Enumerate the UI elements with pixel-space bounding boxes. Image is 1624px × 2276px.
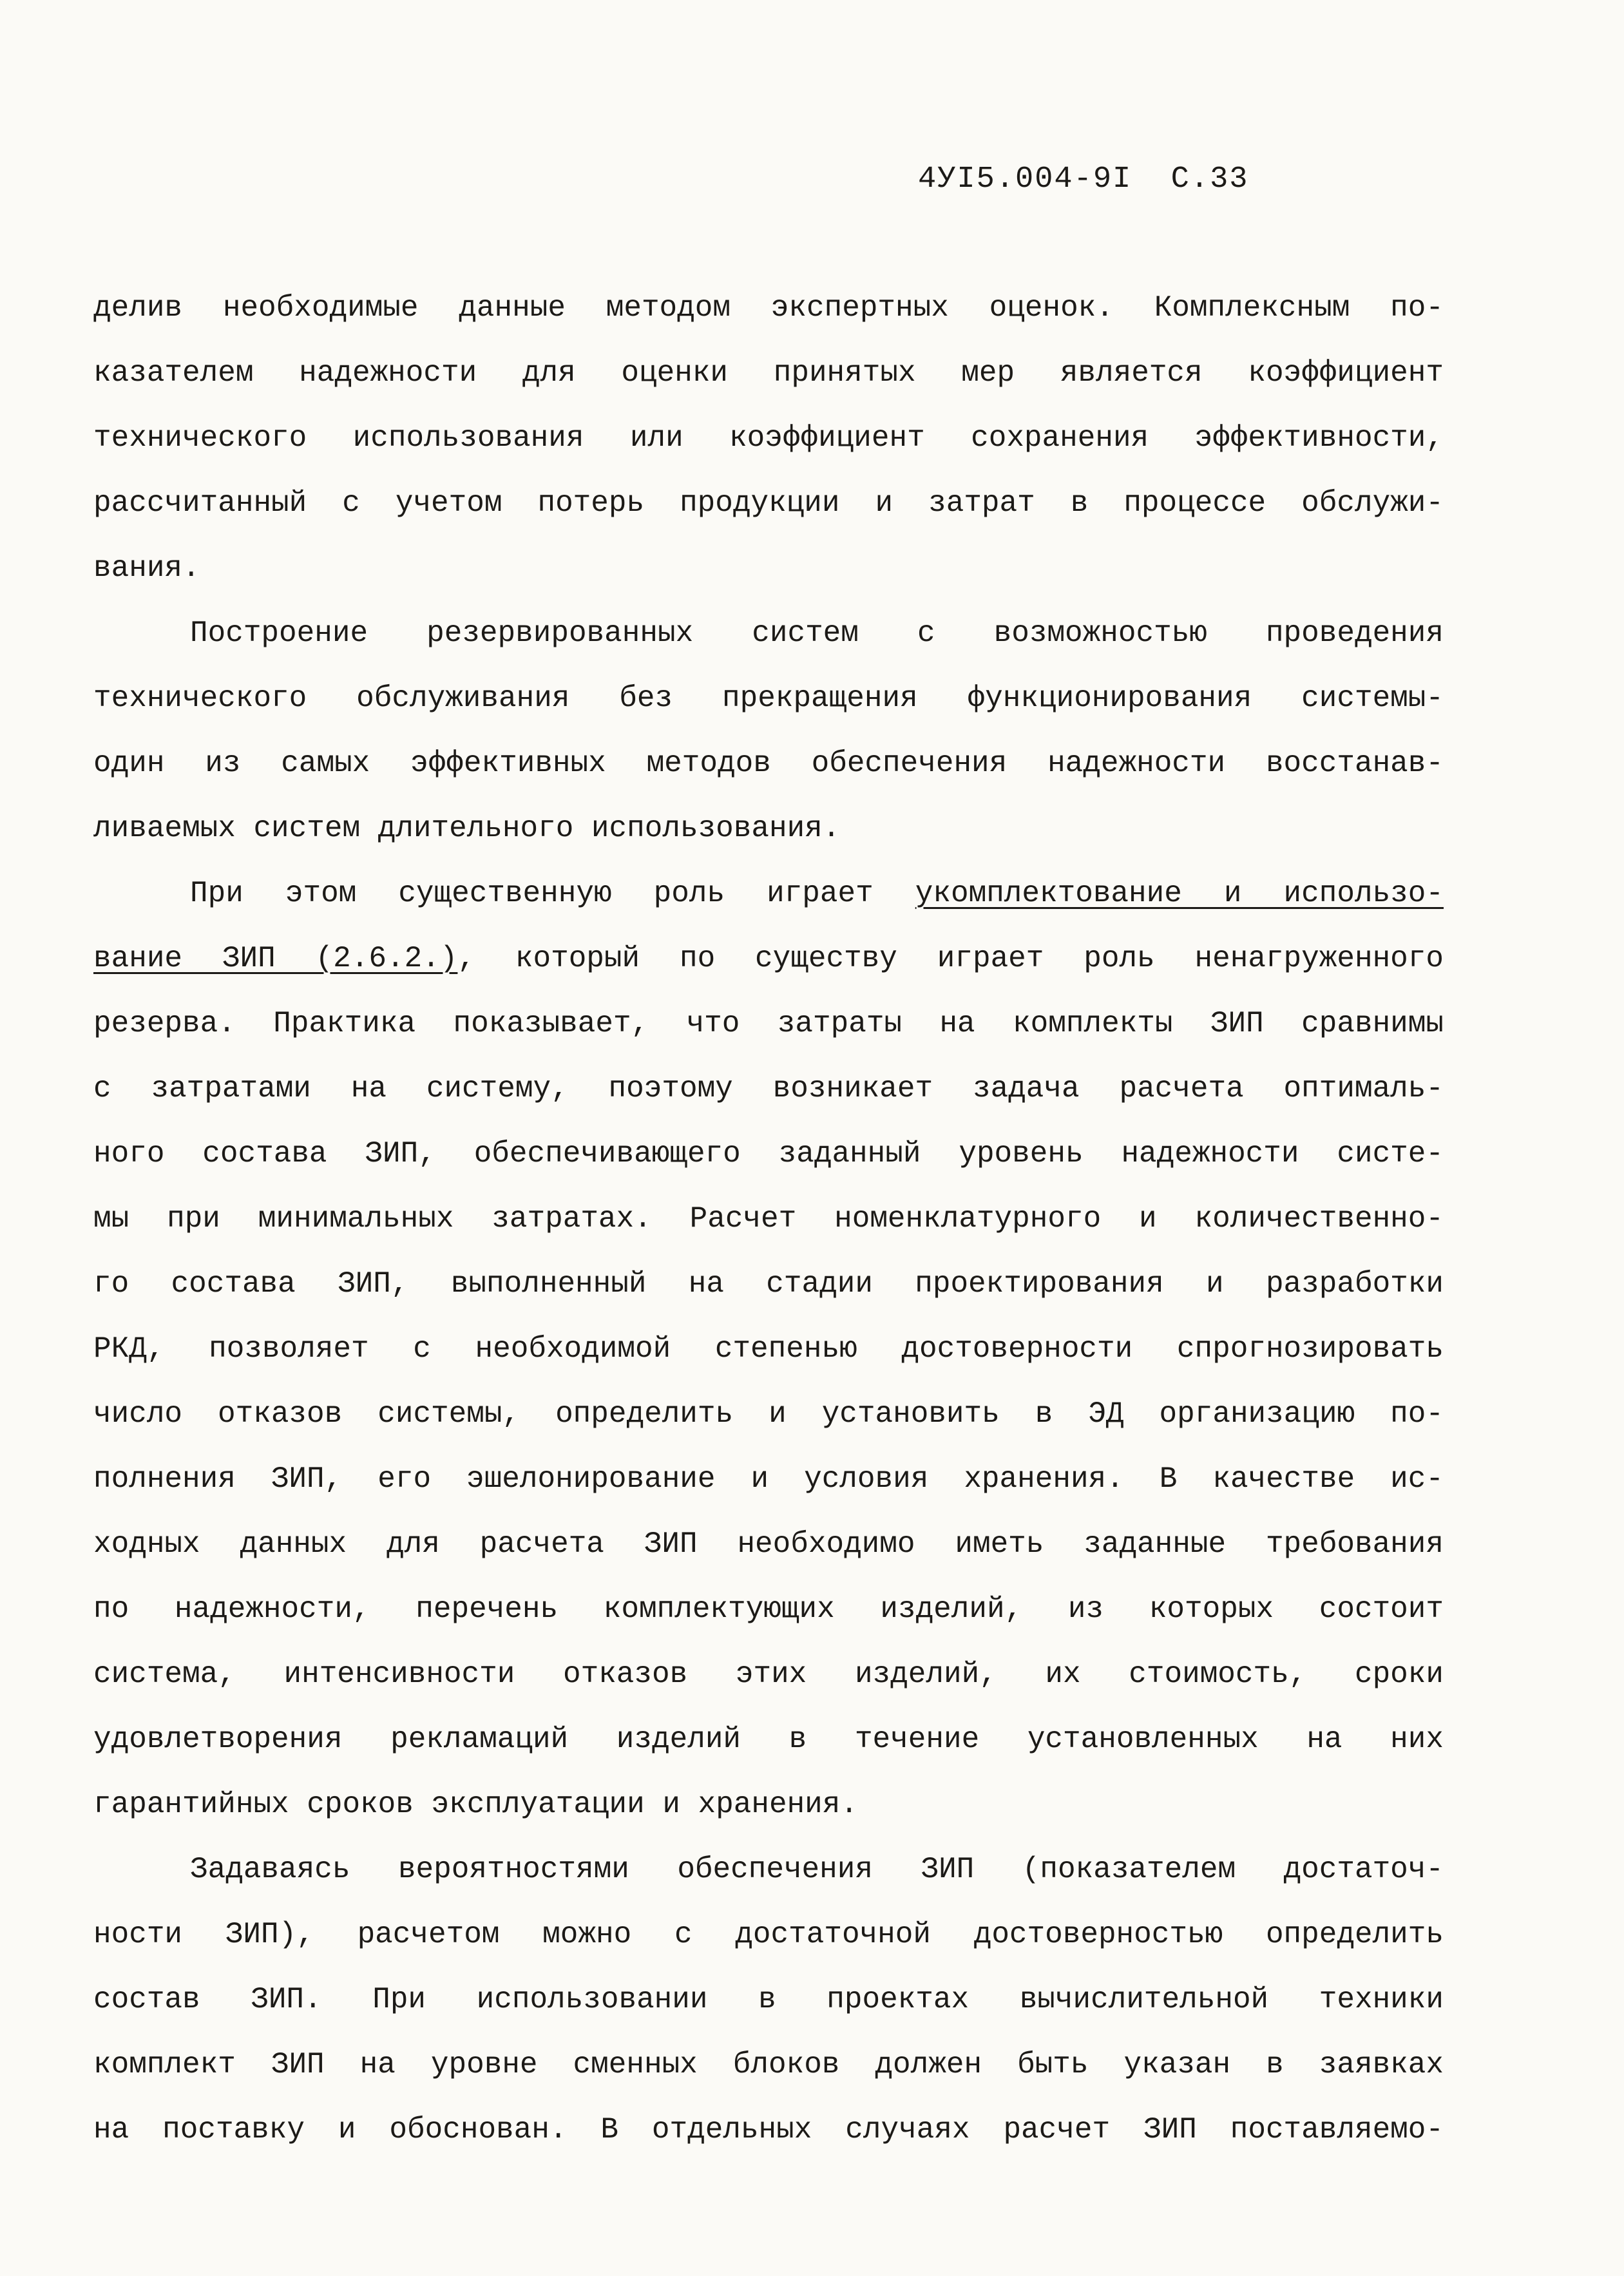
document-body bbox=[93, 276, 1444, 2163]
text-segment: мы при минимальных затратах. Расчет номенклатурного и количественно- bbox=[93, 1202, 1444, 1236]
text-segment: ходных данных для расчета ЗИП необходимо иметь заданные требования bbox=[93, 1527, 1444, 1561]
underlined-text-segment: укомплектование и использо- bbox=[915, 877, 1444, 910]
text-segment: При этом существенную роль играет bbox=[190, 877, 915, 910]
text-segment: с затратами на систему, поэтому возникает задача расчета оптималь- bbox=[93, 1072, 1444, 1105]
text-segment: , который по существу играет роль ненагруженного bbox=[457, 942, 1444, 975]
text-segment: по надежности, перечень комплектующих изделий, из которых состоит bbox=[93, 1592, 1444, 1626]
underlined-text-segment: вание ЗИП (2.6.2.) bbox=[93, 942, 458, 975]
text-line bbox=[93, 1772, 1444, 1837]
text-segment: ливаемых систем длительного использования. bbox=[93, 812, 841, 845]
text-segment: рассчитанный с учетом потерь продукции и затрат в процессе обслужи- bbox=[93, 486, 1444, 520]
text-line bbox=[93, 1837, 1444, 1902]
text-line bbox=[93, 926, 1444, 991]
text-line bbox=[93, 601, 1444, 666]
text-segment: гарантийных сроков эксплуатации и хранения. bbox=[93, 1788, 858, 1821]
text-line bbox=[93, 1707, 1444, 1772]
text-segment: технического обслуживания без прекращения функционирования системы- bbox=[93, 682, 1444, 715]
text-segment: состав ЗИП. При использовании в проектах вычислительной техники bbox=[93, 1983, 1444, 2016]
text-line bbox=[93, 276, 1444, 341]
text-line bbox=[93, 2098, 1444, 2163]
text-segment: один из самых эффективных методов обеспечения надежности восстанав- bbox=[93, 747, 1444, 780]
text-segment: полнения ЗИП, его эшелонирование и условия хранения. В качестве ис- bbox=[93, 1462, 1444, 1496]
text-segment: число отказов системы, определить и установить в ЭД организацию по- bbox=[93, 1397, 1444, 1431]
text-line bbox=[93, 1252, 1444, 1317]
text-segment: вания. bbox=[93, 551, 200, 585]
text-line bbox=[93, 536, 1444, 601]
text-line bbox=[93, 1447, 1444, 1512]
text-line bbox=[93, 1122, 1444, 1187]
text-segment: на поставку и обоснован. В отдельных случаях расчет ЗИП поставляемо- bbox=[93, 2113, 1444, 2147]
text-line bbox=[93, 341, 1444, 406]
text-line bbox=[93, 861, 1444, 926]
text-line bbox=[93, 991, 1444, 1057]
text-line bbox=[93, 406, 1444, 471]
text-segment: удовлетворения рекламаций изделий в течение установленных на них bbox=[93, 1723, 1444, 1756]
text-segment: ного состава ЗИП, обеспечивающего заданный уровень надежности систе- bbox=[93, 1137, 1444, 1171]
text-segment: делив необходимые данные методом экспертных оценок. Комплексным по- bbox=[93, 291, 1444, 325]
text-line bbox=[93, 471, 1444, 536]
text-line bbox=[93, 2032, 1444, 2098]
text-segment: казателем надежности для оценки принятых мер является коэффициент bbox=[93, 356, 1444, 390]
text-segment: РКД, позволяет с необходимой степенью достоверности спрогнозировать bbox=[93, 1332, 1444, 1366]
text-line bbox=[93, 1642, 1444, 1707]
text-segment: Задаваясь вероятностями обеспечения ЗИП (показателем достаточ- bbox=[190, 1853, 1444, 1886]
text-segment: резерва. Практика показывает, что затраты на комплекты ЗИП сравнимы bbox=[93, 1007, 1444, 1040]
text-segment: ности ЗИП), расчетом можно с достаточной достоверностью определить bbox=[93, 1918, 1444, 1951]
text-line bbox=[93, 1057, 1444, 1122]
text-segment: технического использования или коэффициент сохранения эффективности, bbox=[93, 421, 1444, 455]
text-line bbox=[93, 1317, 1444, 1382]
text-segment: Построение резервированных систем с возможностью проведения bbox=[190, 617, 1444, 650]
text-line bbox=[93, 1382, 1444, 1447]
text-segment: комплект ЗИП на уровне сменных блоков должен быть указан в заявках bbox=[93, 2048, 1444, 2081]
text-line bbox=[93, 731, 1444, 796]
text-line bbox=[93, 666, 1444, 731]
text-line bbox=[93, 1967, 1444, 2032]
text-line bbox=[93, 796, 1444, 861]
text-line bbox=[93, 1187, 1444, 1252]
text-segment: система, интенсивности отказов этих изделий, их стоимость, сроки bbox=[93, 1658, 1444, 1691]
page-header-code: 4УI5.004-9I С.33 bbox=[918, 162, 1249, 196]
text-line bbox=[93, 1512, 1444, 1577]
text-line bbox=[93, 1577, 1444, 1642]
text-line bbox=[93, 1902, 1444, 1967]
text-segment: го состава ЗИП, выполненный на стадии проектирования и разработки bbox=[93, 1267, 1444, 1301]
